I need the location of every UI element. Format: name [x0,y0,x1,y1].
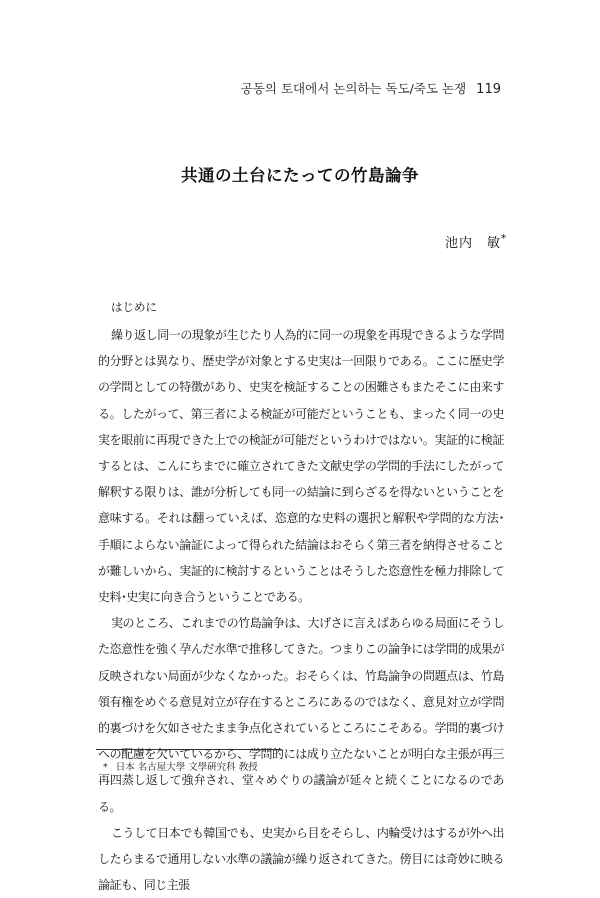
page-number: 119 [476,82,501,97]
author-name: 池内 敏 [444,236,501,251]
running-header [241,79,501,97]
footnote-divider [96,749,282,750]
running-title: 공동의 토대에서 논의하는 독도/죽도 논쟁 [240,81,467,96]
article-title: 共通の土台にたっての竹島論争 [181,166,419,185]
author-footnote-mark: * [501,233,507,245]
article-body [98,298,504,898]
section-heading: はじめに [111,300,157,314]
footnote-text: 日本 名古屋大學 文學硏究科 敎授 [115,762,258,773]
paragraph-1: 繰り返し同一の現象が生じたり人為的に同一の現象を再現できるような学問的分野とは異なり、歴史学が対象とする史実は一回限りである。ここに歴史学の学問としての特徴があり、史実を検証することの困難さもまたそこに由来する。したがって、第三者による検証が可能だということも、まったく同一の史実を眼前に再現できた上での検証が可能だというわけではない。実証的に検証するとは、こんにちまでに確立されてきた文献史学の学問的手法にしたがって解釈する限りは、誰が分析しても同一の結論に到らざるを得ないということを意味する。それは翻っていえば、恣意的な史料の選択と解釈や学問的な方法･手順によらない論証によって得られた結論はおそらく第三者を納得させることが難しいから、実証的に検討するということはそうした恣意性を極力排除して史料･史実に向き合うということである。 [98,328,504,605]
paragraph-3: こうして日本でも韓国でも、史実から目をそらし、内輪受けはするが外へ出したらまるで通用しない水準の議論が繰り返されてきた。傍目には奇妙に映る論証も、同じ主張 [98,825,504,893]
author-byline [445,232,507,251]
footnote-mark: * [103,762,108,773]
footnote [103,759,258,773]
paragraph-2: 実のところ、これまでの竹島論争は、大げさに言えばあらゆる局面にそうした恣意性を強く孕んだ水準で推移してきた。つまりこの論争には学問的成果が反映されない局面が少なくなかった。おそらくは、竹島論争の問題点は、竹島領有権をめぐる意見対立が存在するところにあるのではなく、意見対立が学問的裏づけを欠如させたまま争点化されているところにこそある。学問的裏づけへの配慮を欠いているから、学問的には成り立たないことが明白な主張が再三再四蒸し返して強弁され、堂々めぐりの議論が延々と続くことになるのである。 [98,616,504,814]
